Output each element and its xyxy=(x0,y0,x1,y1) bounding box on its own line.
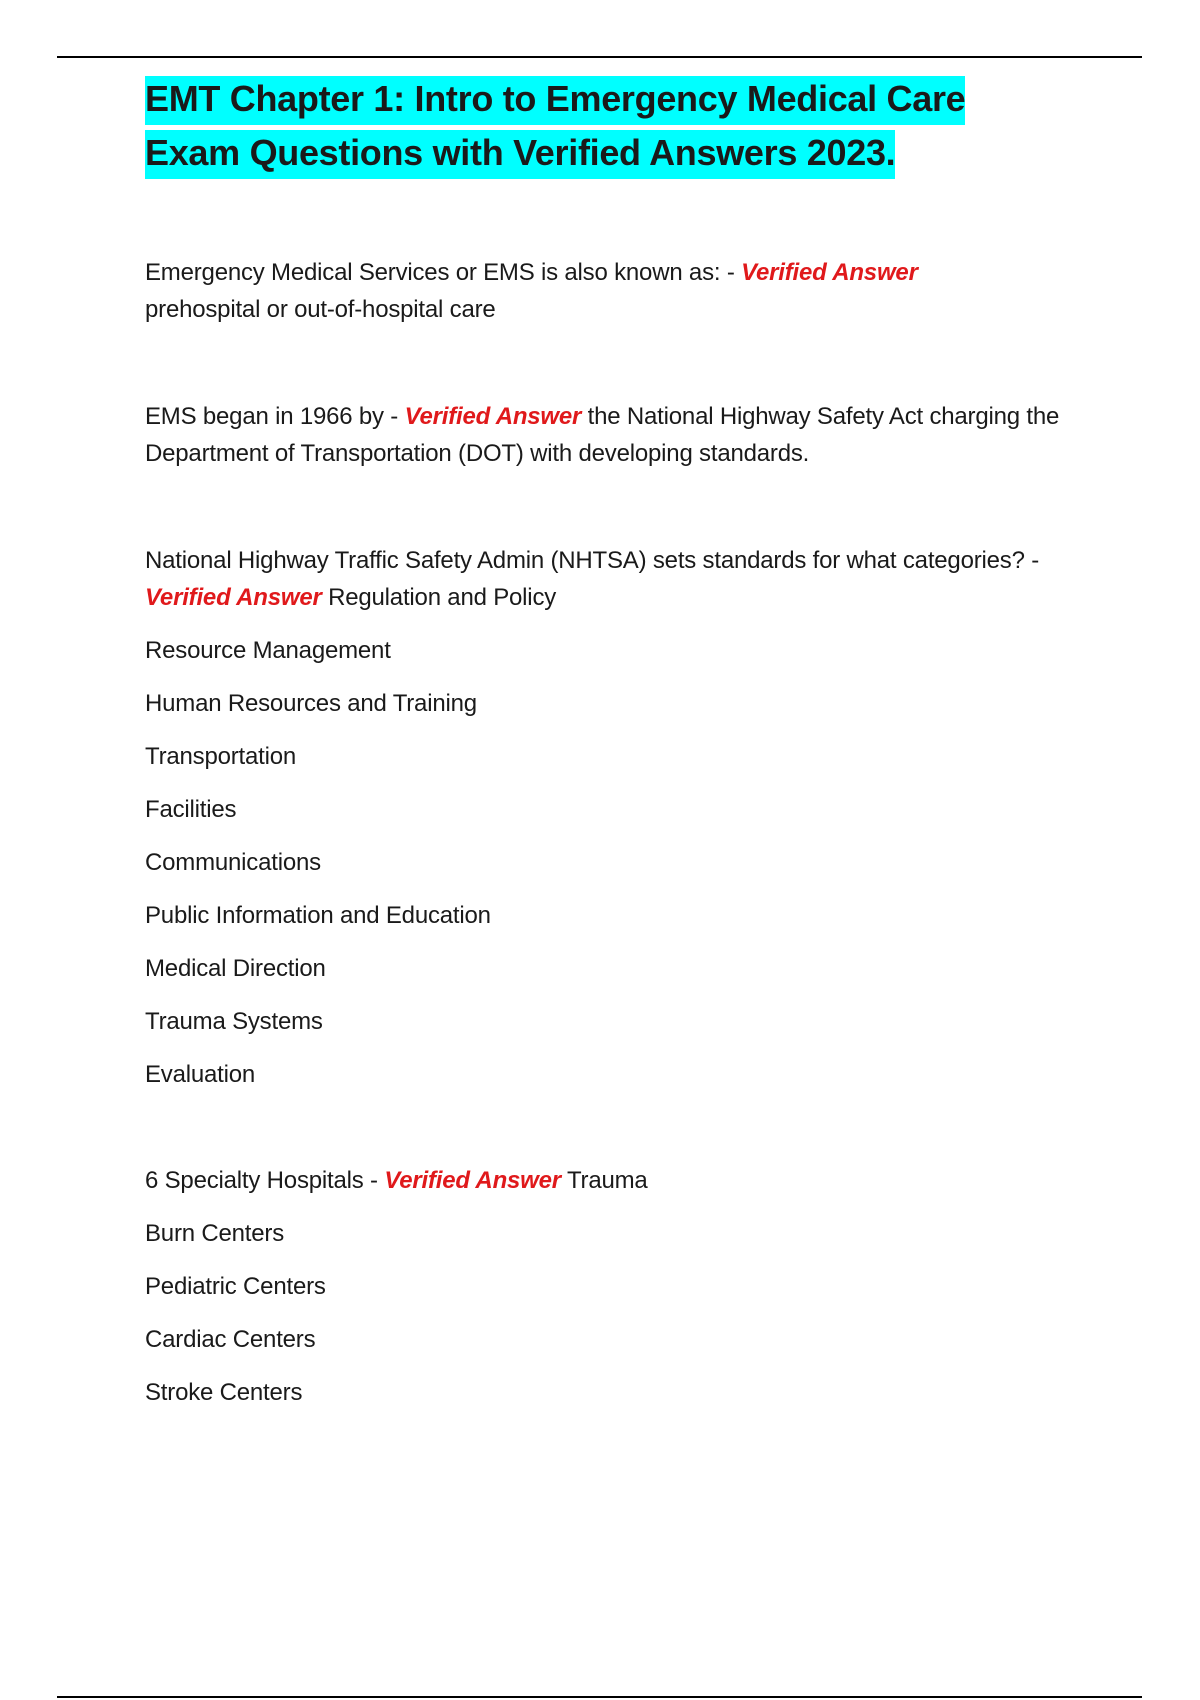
document-body xyxy=(145,72,1095,1411)
verified-answer-label: Verified Answer xyxy=(145,584,322,611)
qa-item-1 xyxy=(145,254,1095,328)
list-item: Communications xyxy=(145,849,321,876)
list-item: Cardiac Centers xyxy=(145,1326,316,1353)
answer-text: the National Highway Safety Act charging the Department of Transportation (DOT) with developing standards. xyxy=(145,403,1060,467)
verified-answer-label: Verified Answer xyxy=(741,259,918,286)
answer-text: Regulation and Policy xyxy=(321,584,557,611)
title-line-1: EMT Chapter 1: Intro to Emergency Medical Care xyxy=(145,76,965,125)
qa-item-3 xyxy=(145,542,1095,616)
list-item: Human Resources and Training xyxy=(145,690,477,717)
list-item: Public Information and Education xyxy=(145,902,491,929)
list-item: Trauma Systems xyxy=(145,1008,323,1035)
footer-rule xyxy=(57,1696,1142,1698)
list-item: Pediatric Centers xyxy=(145,1273,326,1300)
verified-answer-label: Verified Answer xyxy=(384,1167,561,1194)
header-rule xyxy=(57,56,1142,58)
question-text: EMS began in 1966 by - xyxy=(145,403,405,430)
list-item: Evaluation xyxy=(145,1061,256,1088)
verified-answer-label: Verified Answer xyxy=(404,403,582,430)
document-title xyxy=(145,72,1095,180)
answer-list-4 xyxy=(145,1215,1095,1411)
question-text: National Highway Traffic Safety Admin (NHTSA) sets standards for what categories? - xyxy=(145,547,1040,574)
qa-item-2 xyxy=(145,398,1095,472)
list-item: Stroke Centers xyxy=(145,1379,303,1406)
question-text: 6 Specialty Hospitals - xyxy=(145,1167,385,1194)
qa-item-4 xyxy=(145,1162,1095,1199)
answer-text: prehospital or out-of-hospital care xyxy=(145,296,496,323)
list-item: Burn Centers xyxy=(145,1220,284,1247)
list-item: Resource Management xyxy=(145,637,391,664)
title-line-2: Exam Questions with Verified Answers 2023. xyxy=(145,130,895,179)
question-text: Emergency Medical Services or EMS is also known as: - xyxy=(145,259,742,286)
list-item: Transportation xyxy=(145,743,297,770)
answer-text: Trauma xyxy=(560,1167,648,1194)
list-item: Medical Direction xyxy=(145,955,326,982)
answer-list-3 xyxy=(145,632,1095,1093)
list-item: Facilities xyxy=(145,796,237,823)
